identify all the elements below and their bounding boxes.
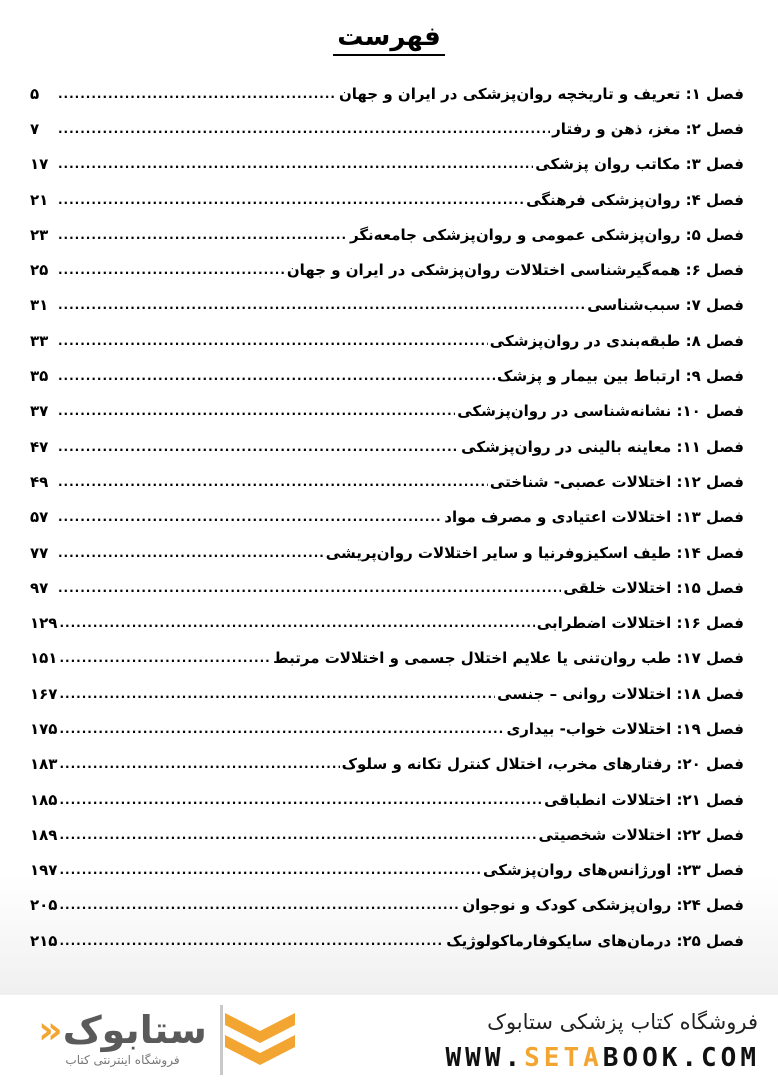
- toc-entry-title: فصل ۲۴: روان‌پزشکی کودک و نوجوان: [462, 896, 744, 915]
- toc-entry-title: فصل ۱۶: اختلالات اضطرابی: [536, 614, 744, 633]
- dot-leader: [59, 685, 495, 703]
- toc-entry-title: فصل ۱۹: اختلالات خواب- بیداری: [506, 719, 744, 738]
- toc-entry-page-number: ۱۲۹: [30, 614, 58, 633]
- toc-entry[interactable]: [30, 747, 744, 782]
- brand-arrows-icon: «: [38, 1008, 63, 1052]
- toc-entry-page-number: ۴۷: [30, 437, 49, 456]
- dot-leader: [58, 261, 285, 279]
- store-name: فروشگاه کتاب پزشکی ستابوک: [487, 1010, 758, 1034]
- store-url-link[interactable]: [446, 1043, 760, 1073]
- dot-leader: [59, 826, 536, 844]
- dot-leader: [59, 861, 481, 879]
- toc-entry-title: فصل ۶: همه‌گیرشناسی اختلالات روان‌پزشکی در ایران و جهان: [286, 261, 744, 280]
- toc-entry-title: فصل ۱۰: نشانه‌شناسی در روان‌پزشکی: [457, 402, 744, 421]
- dot-leader: [58, 508, 442, 526]
- toc-entry-title: فصل ۱۷: طب روان‌تنی یا علایم اختلال جسمی و اختلالات مرتبط: [273, 649, 744, 668]
- dot-leader: [58, 332, 488, 350]
- dot-leader: [59, 896, 460, 914]
- toc-entry-page-number: ۲۱۵: [30, 931, 58, 950]
- toc-entry[interactable]: [30, 147, 744, 182]
- toc-entry[interactable]: [30, 464, 744, 499]
- toc-entry-page-number: ۱۷: [30, 155, 49, 174]
- toc-entry-title: فصل ۷: سبب‌شناسی: [587, 296, 744, 315]
- toc-entry-page-number: ۹۷: [30, 578, 49, 597]
- toc-entry-page-number: ۱۵۱: [30, 649, 58, 668]
- toc-entry-page-number: ۱۶۷: [30, 684, 58, 703]
- toc-entry[interactable]: [30, 500, 744, 535]
- toc-entry-page-number: ۳۵: [30, 367, 49, 386]
- toc-entry[interactable]: [30, 570, 744, 605]
- url-accent: SETA: [524, 1043, 603, 1073]
- toc-entry-title: فصل ۲: مغز، ذهن و رفتار: [552, 119, 744, 138]
- dot-leader: [59, 755, 339, 773]
- toc-entry-page-number: ۱۸۳: [30, 755, 58, 774]
- dot-leader: [58, 85, 337, 103]
- url-prefix: WWW.: [445, 1043, 525, 1073]
- toc-entry-page-number: ۳۷: [30, 402, 49, 421]
- dot-leader: [58, 296, 585, 314]
- toc-entry[interactable]: [30, 641, 744, 676]
- dot-leader: [58, 579, 561, 597]
- toc-entry-page-number: ۲۰۵: [30, 896, 58, 915]
- page-title-text: فهرست: [333, 22, 444, 56]
- dot-leader: [58, 438, 459, 456]
- toc-entry[interactable]: [30, 111, 744, 146]
- toc-entry[interactable]: [30, 323, 744, 358]
- toc-entry-title: فصل ۱۴: طیف اسکیزوفرنیا و سایر اختلالات روان‌پریشی: [325, 543, 744, 562]
- toc-entry-title: فصل ۲۳: اورژانس‌های روان‌پزشکی: [483, 861, 744, 880]
- toc-entry[interactable]: [30, 288, 744, 323]
- toc-entry-page-number: ۳۳: [30, 331, 49, 350]
- toc-entry-title: فصل ۲۰: رفتارهای مخرب، اختلال کنترل تکانه و سلوک: [341, 755, 744, 774]
- toc-entry-page-number: ۷۷: [30, 543, 49, 562]
- toc-entry[interactable]: [30, 782, 744, 817]
- toc-entry-title: فصل ۴: روان‌پزشکی فرهنگی: [526, 190, 744, 209]
- toc-entry-page-number: ۲۳: [30, 225, 49, 244]
- toc-entry-title: فصل ۱۸: اختلالات روانی – جنسی: [497, 684, 744, 703]
- toc-entry-page-number: ۱۹۷: [30, 861, 58, 880]
- toc-entry-title: فصل ۸: طبقه‌بندی در روان‌پزشکی: [489, 331, 744, 350]
- toc-entry[interactable]: [30, 358, 744, 393]
- page-title: [0, 22, 778, 52]
- toc-entry-page-number: ۳۱: [30, 296, 49, 315]
- toc-entry-title: فصل ۲۱: اختلالات انطباقی: [544, 790, 744, 809]
- brand-name-text: ستابوک: [62, 1008, 207, 1052]
- toc-entry-title: فصل ۱۱: معاینه بالینی در روان‌پزشکی: [461, 437, 744, 456]
- dot-leader: [59, 720, 504, 738]
- toc-entry-page-number: ۱۸۵: [30, 790, 58, 809]
- toc-entry[interactable]: [30, 217, 744, 252]
- dot-leader: [59, 932, 444, 950]
- toc-entry[interactable]: [30, 605, 744, 640]
- toc-entry-page-number: ۱۸۹: [30, 825, 58, 844]
- toc-entry[interactable]: [30, 429, 744, 464]
- toc-entry-page-number: ۵۷: [30, 508, 49, 527]
- dot-leader: [59, 614, 534, 632]
- toc-entry[interactable]: [30, 888, 744, 923]
- toc-entry-page-number: ۴۹: [30, 472, 49, 491]
- toc-entry-page-number: ۷: [30, 119, 40, 138]
- chevron-stack-icon: [220, 1005, 300, 1075]
- toc-entry-page-number: ۵: [30, 84, 40, 103]
- url-suffix: BOOK.COM: [602, 1043, 760, 1073]
- dot-leader: [59, 649, 271, 667]
- toc-entry-page-number: ۱۷۵: [30, 719, 58, 738]
- toc-entry-title: فصل ۱۳: اختلالات اعتیادی و مصرف مواد: [444, 508, 744, 527]
- toc-entry-title: فصل ۱۵: اختلالات خلقی: [563, 578, 744, 597]
- dot-leader: [59, 791, 542, 809]
- dot-leader: [58, 544, 324, 562]
- toc-entry[interactable]: [30, 711, 744, 746]
- toc-entry[interactable]: [30, 817, 744, 852]
- toc-entry[interactable]: [30, 252, 744, 287]
- toc-entry-title: فصل ۱: تعریف و تاریخچه روان‌پزشکی در ایران و جهان: [338, 84, 744, 103]
- toc-entry-title: فصل ۲۵: درمان‌های سایکوفارماکولوژیک: [446, 931, 744, 950]
- dot-leader: [58, 473, 488, 491]
- brand-name: [30, 1009, 215, 1051]
- dot-leader: [58, 155, 533, 173]
- toc-entry-title: فصل ۵: روان‌پزشکی عمومی و روان‌پزشکی جامعه‌نگر: [350, 225, 744, 244]
- toc-entry[interactable]: [30, 394, 744, 429]
- table-of-contents: [30, 76, 744, 958]
- toc-entry[interactable]: [30, 676, 744, 711]
- dot-leader: [58, 120, 550, 138]
- dot-leader: [58, 191, 524, 209]
- toc-entry-page-number: ۲۵: [30, 261, 49, 280]
- toc-entry[interactable]: [30, 76, 744, 111]
- toc-entry-title: فصل ۱۲: اختلالات عصبی- شناختی: [489, 472, 744, 491]
- dot-leader: [58, 367, 495, 385]
- dot-leader: [58, 402, 455, 420]
- toc-entry-title: فصل ۹: ارتباط بین بیمار و پزشک: [497, 367, 744, 386]
- toc-entry-title: فصل ۲۲: اختلالات شخصیتی: [538, 825, 744, 844]
- toc-entry[interactable]: [30, 535, 744, 570]
- brand-tagline: فروشگاه اینترنتی کتاب: [65, 1053, 180, 1067]
- dot-leader: [58, 226, 348, 244]
- toc-entry-title: فصل ۳: مکاتب روان پزشکی: [535, 155, 744, 174]
- toc-entry[interactable]: [30, 182, 744, 217]
- setabook-logo: [30, 1005, 300, 1075]
- toc-entry[interactable]: [30, 923, 744, 958]
- toc-entry[interactable]: [30, 853, 744, 888]
- toc-entry-page-number: ۲۱: [30, 190, 49, 209]
